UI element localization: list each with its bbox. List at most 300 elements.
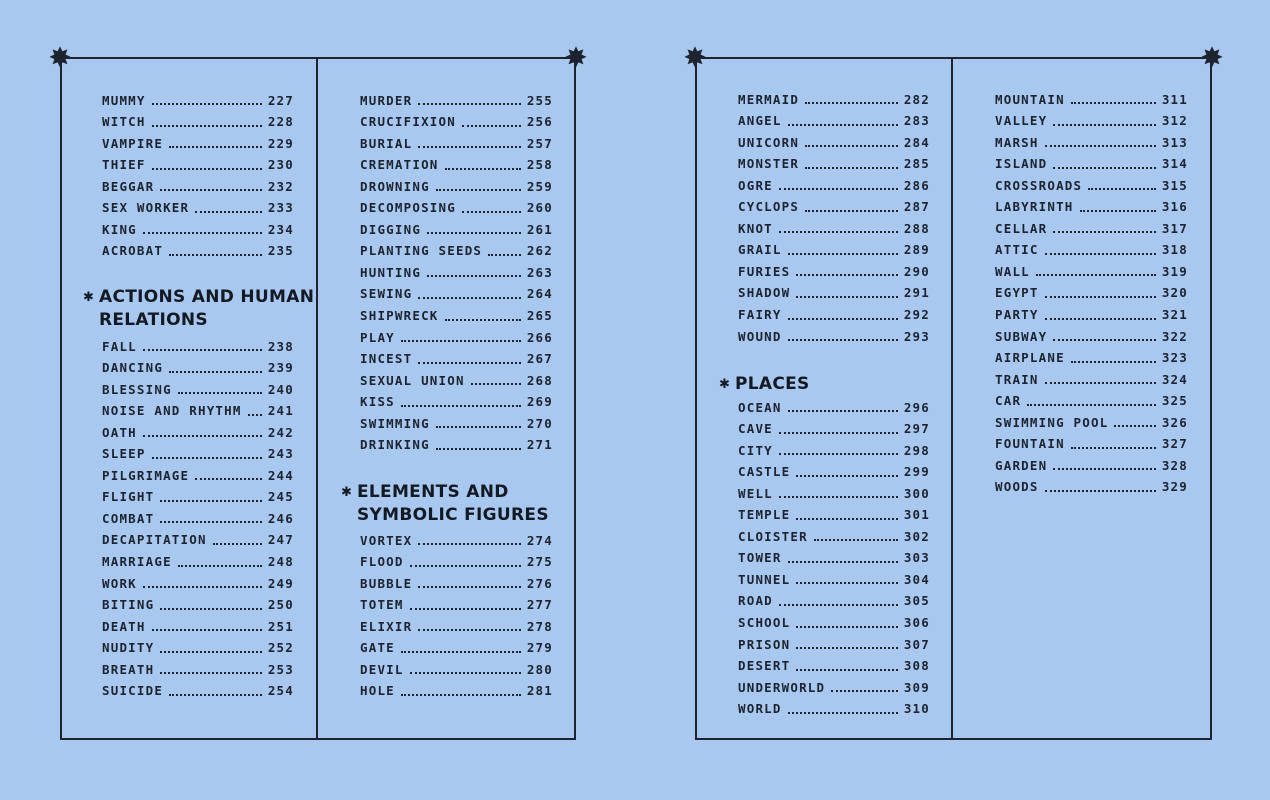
dot-leader xyxy=(169,694,262,696)
index-entry xyxy=(995,218,1188,238)
dot-leader xyxy=(779,432,898,434)
entry-term: CROSSROADS xyxy=(995,177,1083,193)
index-entry xyxy=(738,261,930,281)
entry-page-number: 227 xyxy=(267,92,294,108)
entry-term: TOWER xyxy=(738,550,782,566)
index-entry xyxy=(102,133,294,153)
entry-page-number: 308 xyxy=(903,658,930,674)
index-entry xyxy=(102,422,294,442)
entry-term: HUNTING xyxy=(360,264,422,280)
entry-page-number: 249 xyxy=(267,575,294,591)
entry-page-number: 266 xyxy=(526,329,553,345)
dot-leader xyxy=(195,211,262,213)
entry-term: COMBAT xyxy=(102,510,155,526)
entry-page-number: 280 xyxy=(526,661,553,677)
index-entry xyxy=(102,241,294,261)
dot-leader xyxy=(418,362,520,364)
entry-term: WOUND xyxy=(738,328,782,344)
index-entry xyxy=(102,573,294,593)
star-ornament-icon: ✸ xyxy=(683,41,707,74)
section-heading-line: PLACES xyxy=(735,374,810,394)
entry-page-number: 262 xyxy=(526,243,553,259)
entry-term: DRINKING xyxy=(360,437,430,453)
dot-leader xyxy=(169,371,262,373)
entry-term: MUMMY xyxy=(102,92,146,108)
index-entry xyxy=(738,440,930,460)
entry-term: ISLAND xyxy=(995,156,1048,172)
entry-page-number: 243 xyxy=(267,446,294,462)
index-entry xyxy=(995,326,1188,346)
dot-leader xyxy=(445,168,521,170)
entry-page-number: 286 xyxy=(903,177,930,193)
entry-page-number: 261 xyxy=(526,221,553,237)
entry-term: DEVIL xyxy=(360,661,404,677)
index-entry xyxy=(360,638,553,658)
entry-page-number: 277 xyxy=(526,597,553,613)
entry-page-number: 313 xyxy=(1161,134,1188,150)
index-entry xyxy=(995,391,1188,411)
dot-leader xyxy=(1053,468,1155,470)
entry-term: PRISON xyxy=(738,636,791,652)
entry-term: GATE xyxy=(360,640,395,656)
entry-page-number: 274 xyxy=(526,532,553,548)
index-entry xyxy=(738,677,930,697)
dot-leader xyxy=(462,211,521,213)
section-heading xyxy=(341,481,549,527)
entry-term: MARSH xyxy=(995,134,1039,150)
dot-leader xyxy=(195,478,262,480)
index-entry xyxy=(995,477,1188,497)
entry-term: MURDER xyxy=(360,92,413,108)
entry-page-number: 326 xyxy=(1161,414,1188,430)
entry-term: OGRE xyxy=(738,177,773,193)
index-entry xyxy=(360,176,553,196)
index-entry xyxy=(738,305,930,325)
entry-term: PLAY xyxy=(360,329,395,345)
dot-leader xyxy=(152,125,262,127)
left-page-column-divider xyxy=(316,58,318,740)
entry-page-number: 239 xyxy=(267,360,294,376)
entry-term: KISS xyxy=(360,394,395,410)
entry-page-number: 246 xyxy=(267,510,294,526)
index-entry xyxy=(738,656,930,676)
entry-term: CAR xyxy=(995,393,1022,409)
index-entry xyxy=(738,89,930,109)
dot-leader xyxy=(436,448,521,450)
dot-leader xyxy=(796,647,897,649)
index-entry xyxy=(102,552,294,572)
entry-page-number: 271 xyxy=(526,437,553,453)
entry-page-number: 321 xyxy=(1161,307,1188,322)
index-entry xyxy=(738,483,930,503)
dot-leader xyxy=(436,189,521,191)
dot-leader xyxy=(796,274,897,276)
entry-term: FALL xyxy=(102,338,137,354)
entry-term: DIGGING xyxy=(360,221,422,237)
entry-term: NUDITY xyxy=(102,640,155,656)
entry-term: CRUCIFIXION xyxy=(360,114,456,130)
index-entry xyxy=(738,154,930,174)
index-entry xyxy=(360,284,553,304)
dot-leader xyxy=(143,349,262,351)
dot-leader xyxy=(143,586,262,588)
entry-term: NOISE AND RHYTHM xyxy=(102,403,242,419)
dot-leader xyxy=(796,296,897,298)
entry-term: OATH xyxy=(102,424,137,440)
dot-leader xyxy=(788,410,898,412)
entry-term: DECOMPOSING xyxy=(360,200,456,216)
entry-page-number: 229 xyxy=(267,135,294,151)
dot-leader xyxy=(1053,167,1155,169)
dot-leader xyxy=(471,383,521,385)
index-entry xyxy=(102,638,294,658)
dot-leader xyxy=(805,167,898,169)
entry-term: SHADOW xyxy=(738,285,791,301)
dot-leader xyxy=(152,629,262,631)
dot-leader xyxy=(248,414,262,416)
dot-leader xyxy=(418,103,520,105)
entry-term: ANGEL xyxy=(738,113,782,129)
entry-page-number: 290 xyxy=(903,263,930,279)
entry-term: CASTLE xyxy=(738,464,791,480)
section-heading xyxy=(83,286,315,332)
index-entry xyxy=(360,219,553,239)
entry-page-number: 283 xyxy=(903,113,930,129)
entry-page-number: 278 xyxy=(526,618,553,634)
dot-leader xyxy=(152,168,262,170)
index-entry xyxy=(995,455,1188,475)
entry-term: WELL xyxy=(738,485,773,501)
index-entry xyxy=(995,412,1188,432)
index-entry xyxy=(360,155,553,175)
section-heading-line: SYMBOLIC FIGURES xyxy=(357,505,549,525)
entry-page-number: 242 xyxy=(267,424,294,440)
dot-leader xyxy=(1045,382,1156,384)
asterisk-bullet-icon: ✱ xyxy=(83,290,95,305)
entry-term: SEXUAL UNION xyxy=(360,372,465,388)
entry-term: CELLAR xyxy=(995,220,1048,236)
dot-leader xyxy=(152,103,262,105)
entry-term: TOTEM xyxy=(360,597,404,613)
entry-page-number: 245 xyxy=(267,489,294,505)
index-entry xyxy=(102,112,294,132)
entry-term: TRAIN xyxy=(995,371,1039,387)
dot-leader xyxy=(1045,145,1156,147)
dot-leader xyxy=(796,475,897,477)
entry-term: UNICORN xyxy=(738,134,800,150)
entry-term: MERMAID xyxy=(738,91,800,107)
dot-leader xyxy=(427,232,521,234)
entry-page-number: 269 xyxy=(526,394,553,410)
entry-term: KNOT xyxy=(738,220,773,236)
entry-page-number: 327 xyxy=(1161,436,1188,452)
dot-leader xyxy=(169,146,262,148)
index-entry xyxy=(102,595,294,615)
entry-term: WOODS xyxy=(995,479,1039,495)
index-entry xyxy=(738,283,930,303)
entry-page-number: 317 xyxy=(1161,220,1188,236)
index-entry xyxy=(995,283,1188,303)
index-entry xyxy=(995,261,1188,281)
entry-term: CITY xyxy=(738,442,773,458)
entry-term: INCEST xyxy=(360,351,413,367)
entry-page-number: 259 xyxy=(526,178,553,194)
section-heading-line: ACTIONS AND HUMAN xyxy=(99,287,315,307)
index-entry xyxy=(738,569,930,589)
dot-leader xyxy=(788,318,898,320)
index-entry xyxy=(738,175,930,195)
entry-page-number: 293 xyxy=(903,328,930,344)
dot-leader xyxy=(1071,447,1156,449)
index-entry xyxy=(995,434,1188,454)
entry-page-number: 248 xyxy=(267,554,294,569)
entry-page-number: 304 xyxy=(903,571,930,587)
right-page-top-rule xyxy=(693,57,1214,59)
entry-term: FAIRY xyxy=(738,307,782,322)
dot-leader xyxy=(143,232,262,234)
entry-term: AIRPLANE xyxy=(995,350,1065,366)
dot-leader xyxy=(1071,361,1156,363)
dot-leader xyxy=(796,669,897,671)
dot-leader xyxy=(488,254,521,256)
entry-term: KING xyxy=(102,221,137,237)
entry-page-number: 240 xyxy=(267,381,294,397)
entry-page-number: 299 xyxy=(903,464,930,480)
entry-term: FLIGHT xyxy=(102,489,155,505)
index-entry xyxy=(360,530,553,550)
entry-page-number: 256 xyxy=(526,114,553,130)
entry-term: LABYRINTH xyxy=(995,199,1074,215)
dot-leader xyxy=(788,253,898,255)
entry-page-number: 323 xyxy=(1161,350,1188,366)
entry-term: OCEAN xyxy=(738,399,782,415)
dot-leader xyxy=(401,340,521,342)
index-entry xyxy=(102,401,294,421)
index-entry xyxy=(360,595,553,615)
entry-term: SCHOOL xyxy=(738,615,791,630)
dot-leader xyxy=(410,608,521,610)
entry-term: DEATH xyxy=(102,618,146,634)
index-entry xyxy=(360,435,553,455)
entry-page-number: 252 xyxy=(267,640,294,656)
index-entry xyxy=(102,681,294,701)
dot-leader xyxy=(1080,210,1156,212)
index-entry xyxy=(360,112,553,132)
dot-leader xyxy=(1027,404,1156,406)
entry-page-number: 305 xyxy=(903,593,930,609)
entry-page-number: 251 xyxy=(267,618,294,634)
section-heading xyxy=(719,373,810,396)
dot-leader xyxy=(462,125,521,127)
dot-leader xyxy=(779,604,898,606)
dot-leader xyxy=(779,496,898,498)
entry-term: BREATH xyxy=(102,661,155,677)
asterisk-bullet-icon: ✱ xyxy=(341,485,353,500)
entry-page-number: 292 xyxy=(903,307,930,322)
dot-leader xyxy=(418,543,520,545)
index-entry xyxy=(102,508,294,528)
entry-page-number: 300 xyxy=(903,485,930,501)
entry-term: TEMPLE xyxy=(738,507,791,523)
entry-term: THIEF xyxy=(102,157,146,173)
dot-leader xyxy=(160,651,261,653)
dot-leader xyxy=(1053,124,1155,126)
index-entry xyxy=(738,397,930,417)
index-entry xyxy=(360,573,553,593)
index-entry xyxy=(738,218,930,238)
dot-leader xyxy=(796,518,897,520)
section-heading-line: RELATIONS xyxy=(99,310,208,330)
index-entry xyxy=(738,197,930,217)
entry-term: DANCING xyxy=(102,360,164,376)
entry-term: EGYPT xyxy=(995,285,1039,301)
dot-leader xyxy=(1045,318,1156,320)
entry-page-number: 314 xyxy=(1161,156,1188,172)
entry-page-number: 268 xyxy=(526,372,553,388)
entry-page-number: 265 xyxy=(526,308,553,323)
entry-term: SEWING xyxy=(360,286,413,302)
index-entry xyxy=(738,634,930,654)
entry-page-number: 322 xyxy=(1161,328,1188,344)
index-entry xyxy=(360,659,553,679)
dot-leader xyxy=(788,712,898,714)
entry-term: WORK xyxy=(102,575,137,591)
index-entry xyxy=(102,336,294,356)
dot-leader xyxy=(1036,274,1156,276)
dot-leader xyxy=(401,694,521,696)
index-entry xyxy=(995,197,1188,217)
entry-page-number: 318 xyxy=(1161,242,1188,258)
entry-term: ELIXIR xyxy=(360,618,413,634)
entry-page-number: 284 xyxy=(903,134,930,150)
entry-term: FLOOD xyxy=(360,554,404,570)
dot-leader xyxy=(160,672,261,674)
entry-term: DROWNING xyxy=(360,178,430,194)
entry-page-number: 319 xyxy=(1161,263,1188,279)
entry-page-number: 258 xyxy=(526,157,553,173)
index-entry xyxy=(102,616,294,636)
entry-page-number: 296 xyxy=(903,399,930,415)
index-entry xyxy=(102,198,294,218)
entry-page-number: 260 xyxy=(526,200,553,216)
entry-term: CAVE xyxy=(738,421,773,437)
right-page-column-divider xyxy=(951,58,953,740)
entry-term: CREMATION xyxy=(360,157,439,173)
entry-page-number: 316 xyxy=(1161,199,1188,215)
entry-page-number: 302 xyxy=(903,528,930,544)
entry-page-number: 232 xyxy=(267,178,294,194)
dot-leader xyxy=(160,189,261,191)
index-entry xyxy=(738,591,930,611)
index-entry xyxy=(995,132,1188,152)
dot-leader xyxy=(445,319,521,321)
entry-page-number: 298 xyxy=(903,442,930,458)
index-entry xyxy=(102,379,294,399)
entry-term: HOLE xyxy=(360,683,395,699)
entry-page-number: 301 xyxy=(903,507,930,523)
index-entry xyxy=(995,175,1188,195)
entry-term: CYCLOPS xyxy=(738,199,800,215)
dot-leader xyxy=(178,565,262,567)
index-entry xyxy=(360,198,553,218)
entry-page-number: 329 xyxy=(1161,479,1188,495)
entry-page-number: 310 xyxy=(903,701,930,717)
dot-leader xyxy=(1088,188,1156,190)
index-entry xyxy=(738,505,930,525)
dot-leader xyxy=(178,392,262,394)
dot-leader xyxy=(796,626,897,628)
entry-page-number: 235 xyxy=(267,243,294,259)
index-entry xyxy=(738,699,930,719)
dot-leader xyxy=(805,102,898,104)
entry-term: VORTEX xyxy=(360,532,413,548)
entry-term: BUBBLE xyxy=(360,575,413,591)
entry-page-number: 247 xyxy=(267,532,294,548)
dot-leader xyxy=(805,145,898,147)
index-entry xyxy=(102,219,294,239)
dot-leader xyxy=(788,561,898,563)
index-entry xyxy=(738,326,930,346)
entry-page-number: 315 xyxy=(1161,177,1188,193)
dot-leader xyxy=(401,651,521,653)
index-entry xyxy=(995,240,1188,260)
dot-leader xyxy=(418,629,520,631)
star-ornament-icon: ✸ xyxy=(48,41,72,74)
entry-page-number: 328 xyxy=(1161,457,1188,473)
dot-leader xyxy=(160,608,261,610)
entry-page-number: 244 xyxy=(267,467,294,483)
entry-page-number: 279 xyxy=(526,640,553,656)
entry-page-number: 276 xyxy=(526,575,553,591)
entry-page-number: 275 xyxy=(526,554,553,570)
entry-page-number: 282 xyxy=(903,91,930,107)
left-page-top-rule xyxy=(58,57,578,59)
asterisk-bullet-icon: ✱ xyxy=(719,377,731,392)
dot-leader xyxy=(436,426,521,428)
dot-leader xyxy=(1114,425,1155,427)
entry-page-number: 311 xyxy=(1161,91,1188,107)
entry-term: MOUNTAIN xyxy=(995,91,1065,107)
entry-term: SUICIDE xyxy=(102,683,164,699)
entry-term: GRAIL xyxy=(738,242,782,258)
entry-term: FURIES xyxy=(738,263,791,279)
dot-leader xyxy=(1071,102,1156,104)
entry-page-number: 257 xyxy=(526,135,553,151)
entry-term: BITING xyxy=(102,597,155,613)
entry-term: ATTIC xyxy=(995,242,1039,258)
entry-term: VAMPIRE xyxy=(102,135,164,151)
section-heading-line: ELEMENTS AND xyxy=(357,482,509,502)
entry-page-number: 306 xyxy=(903,615,930,630)
index-entry xyxy=(995,154,1188,174)
dot-leader xyxy=(1053,339,1155,341)
dot-leader xyxy=(169,254,262,256)
index-entry xyxy=(738,613,930,633)
entry-page-number: 320 xyxy=(1161,285,1188,301)
index-entry xyxy=(360,552,553,572)
dot-leader xyxy=(788,339,898,341)
entry-term: SWIMMING POOL xyxy=(995,414,1109,430)
entry-term: CLOISTER xyxy=(738,528,808,544)
index-entry xyxy=(738,526,930,546)
entry-page-number: 230 xyxy=(267,157,294,173)
entry-page-number: 250 xyxy=(267,597,294,613)
entry-term: DECAPITATION xyxy=(102,532,207,548)
entry-page-number: 234 xyxy=(267,221,294,237)
index-entry xyxy=(360,327,553,347)
entry-page-number: 303 xyxy=(903,550,930,566)
entry-term: BEGGAR xyxy=(102,178,155,194)
